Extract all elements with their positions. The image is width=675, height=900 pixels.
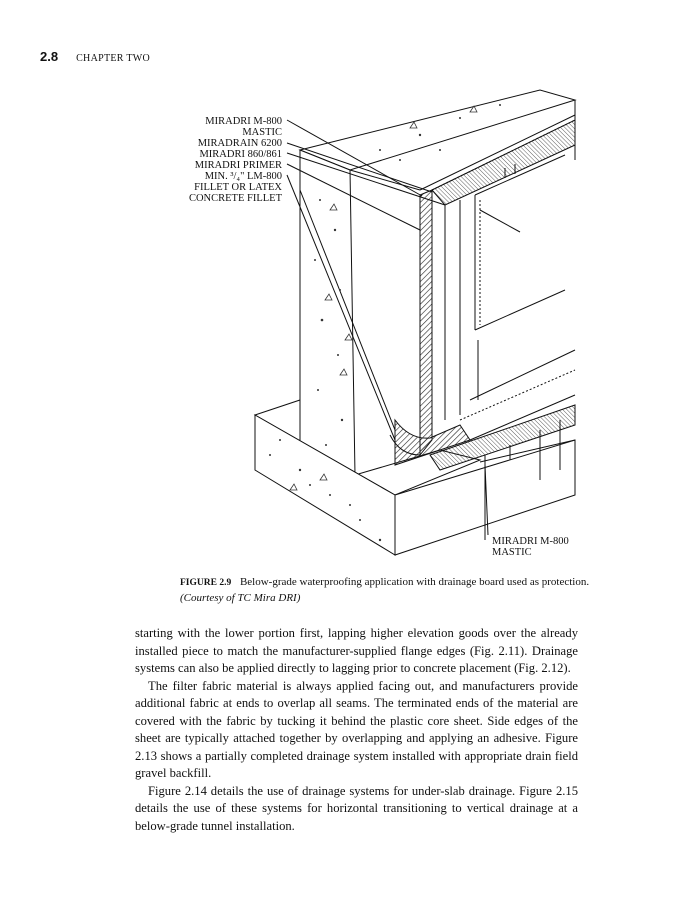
callout-labels [189,116,283,204]
label-miradri-860-861: MIRADRI 860/861 [199,149,282,160]
membrane-hatch [420,190,432,455]
label-fillet-or-latex: FILLET OR LATEX [194,182,282,193]
waterproofing-detail-drawing [170,82,590,562]
label-miradri-m800: MIRADRI M-800 [205,116,282,127]
caption-credit: (Courtesy of TC Mira DRI) [180,592,301,604]
label-miradri-primer: MIRADRI PRIMER [194,160,282,171]
bottom-label-line1: MIRADRI M-800 [492,536,569,547]
caption-number: FIGURE 2.9 [180,578,232,588]
label-mastic: MASTIC [242,127,282,138]
label-concrete-fillet: CONCRETE FILLET [188,193,282,204]
page-number: 2.8 [40,49,59,64]
paragraph: The filter fabric material is always applied facing out, and manufacturers provide additional fabric at ends to overlap all seams. The terminated ends of the material are covered with the fabric by tucking it behind the plastic core sheet. Side edges of the sheet are typically attached together by overlapping and applying an adhesive. Figure 2.13 shows a partially completed drainage system installed with appropriate drain field gravel backfill. [135,678,578,780]
wall-front-face [300,150,355,475]
body-text [135,625,578,835]
running-header [40,48,150,66]
figure-caption [180,575,600,606]
chapter-title: CHAPTER TWO [76,53,151,64]
paragraph: starting with the lower portion first, lapping higher elevation goods over the already installed piece to match the manufacturer-supplied flange edges (Fig. 2.11). Drainage systems can also be applied directly to lagging prior to concrete placement (Fig. 2.12). [135,626,578,675]
paragraph: Figure 2.14 details the use of drainage systems for under-slab drainage. Figure 2.15 details the use of these systems for horizontal transitioning to vertical drainage at a below-grade tunnel installation. [135,783,578,833]
label-min-lm800: MIN. ³/₄" LM-800 [204,171,282,182]
label-miradrain-6200: MIRADRAIN 6200 [197,138,282,149]
caption-text: Below-grade waterproofing application with drainage board used as protection. [239,576,590,588]
bottom-label-line2: MASTIC [492,547,532,558]
